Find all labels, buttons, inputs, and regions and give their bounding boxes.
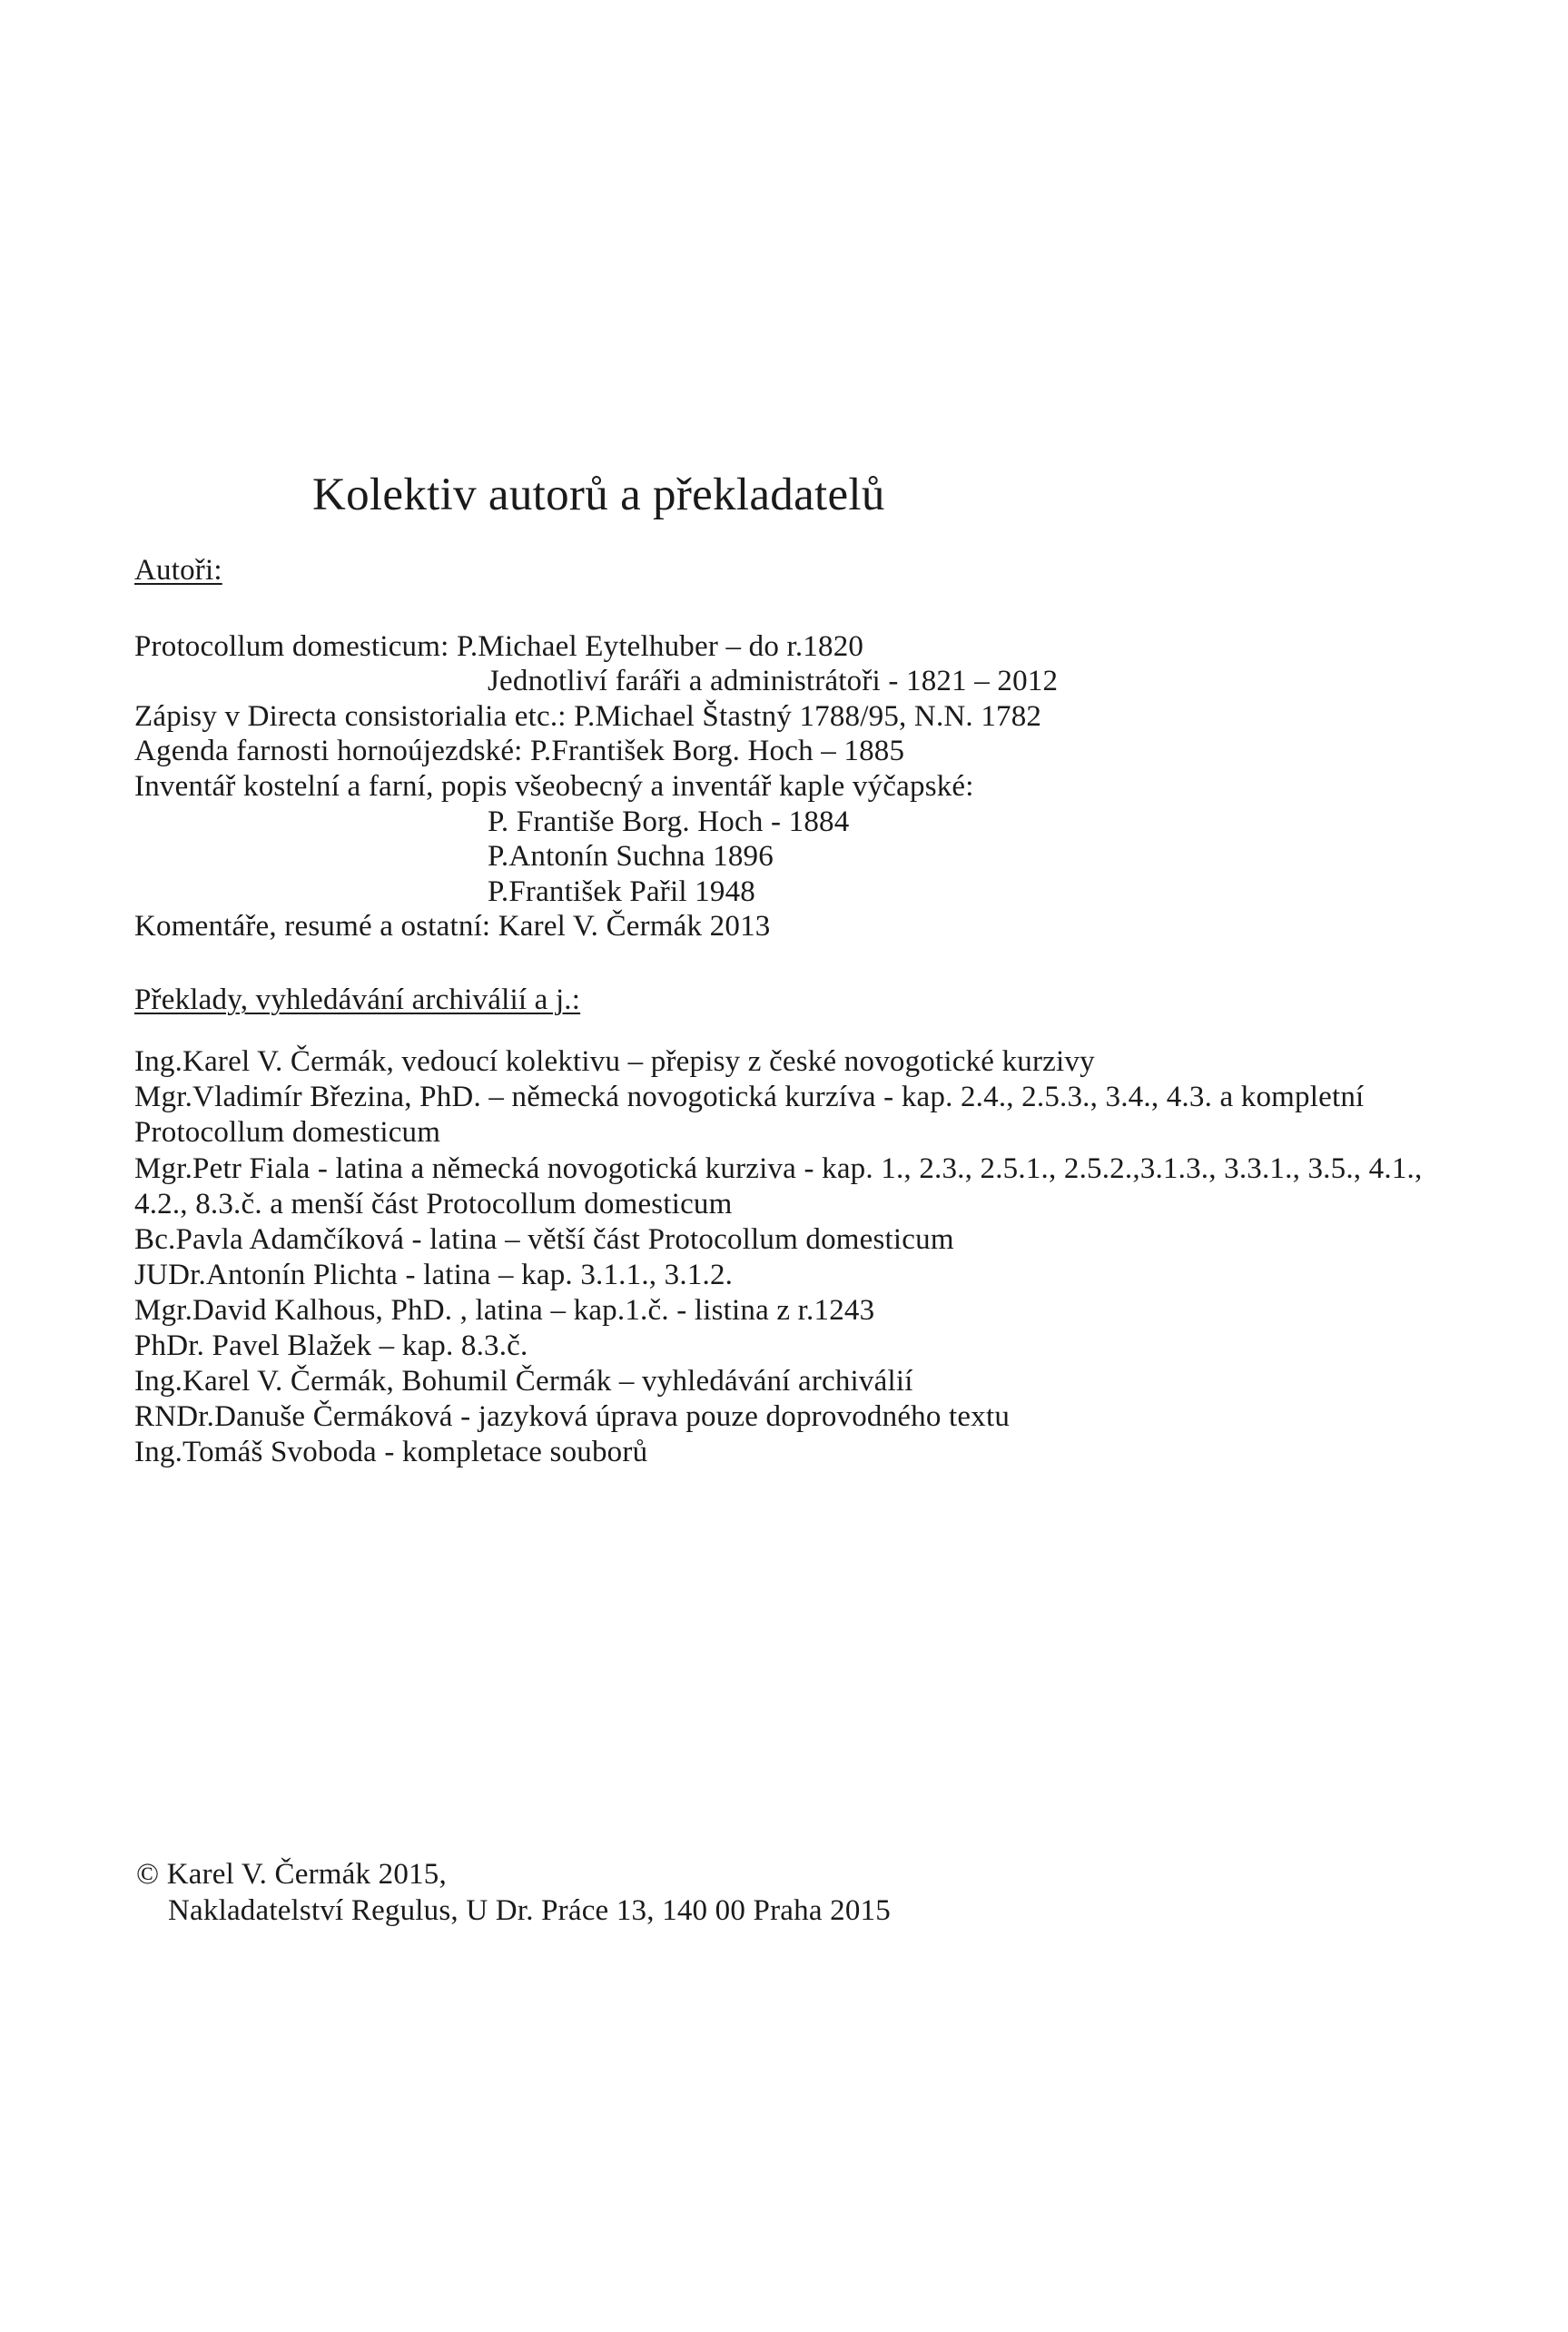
translator-line: Mgr.Petr Fiala - latina a německá novogotická kurziva - kap. 1., 2.3., 2.5.1., 2.5.2.,3.1.3., 3.3.1., 3.5., 4.1., <box>134 1152 1423 1185</box>
author-line: P. Františe Borg. Hoch - 1884 <box>488 805 850 838</box>
author-line: Agenda farnosti hornoújezdské: P.František Borg. Hoch – 1885 <box>134 735 905 767</box>
author-line: P.Antonín Suchna 1896 <box>488 840 774 873</box>
author-line: Komentáře, resumé a ostatní: Karel V. Čermák 2013 <box>134 910 771 943</box>
authors-heading: Autoři: <box>134 554 222 587</box>
translator-line: Ing.Karel V. Čermák, Bohumil Čermák – vyhledávání archiválií <box>134 1365 913 1398</box>
author-line: Protocollum domesticum: P.Michael Eytelhuber – do r.1820 <box>134 630 864 663</box>
translator-line: Ing.Tomáš Svoboda - kompletace souborů <box>134 1436 648 1468</box>
author-line: Jednotliví faráři a administrátoři - 1821 – 2012 <box>488 665 1059 697</box>
translator-line: PhDr. Pavel Blažek – kap. 8.3.č. <box>134 1329 528 1362</box>
author-line: Zápisy v Directa consistorialia etc.: P.Michael Štastný 1788/95, N.N. 1782 <box>134 700 1042 733</box>
translator-line: Ing.Karel V. Čermák, vedoucí kolektivu – přepisy z české novogotické kurzivy <box>134 1045 1095 1078</box>
author-line: P.František Pařil 1948 <box>488 875 755 908</box>
translator-line: RNDr.Danuše Čermáková - jazyková úprava pouze doprovodného textu <box>134 1400 1011 1433</box>
author-line: Inventář kostelní a farní, popis všeobecný a inventář kaple výčapské: <box>134 770 974 803</box>
translator-line: 4.2., 8.3.č. a menší část Protocollum domesticum <box>134 1188 733 1220</box>
translator-line: Mgr.Vladimír Březina, PhD. – německá novogotická kurzíva - kap. 2.4., 2.5.3., 3.4., 4.3. a kompletní <box>134 1081 1365 1113</box>
translator-line: JUDr.Antonín Plichta - latina – kap. 3.1.1., 3.1.2. <box>134 1259 734 1291</box>
publisher-line: Nakladatelství Regulus, U Dr. Práce 13, 140 00 Praha 2015 <box>168 1894 891 1927</box>
page-title: Kolektiv autorů a překladatelů <box>312 469 885 520</box>
translator-line: Bc.Pavla Adamčíková - latina – větší část Protocollum domesticum <box>134 1223 954 1256</box>
translations-heading: Překlady, vyhledávání archiválií a j.: <box>134 983 581 1016</box>
copyright-line: © Karel V. Čermák 2015, <box>136 1858 447 1891</box>
translator-line: Mgr.David Kalhous, PhD. , latina – kap.1.č. - listina z r.1243 <box>134 1294 875 1327</box>
translator-line: Protocollum domesticum <box>134 1116 441 1149</box>
